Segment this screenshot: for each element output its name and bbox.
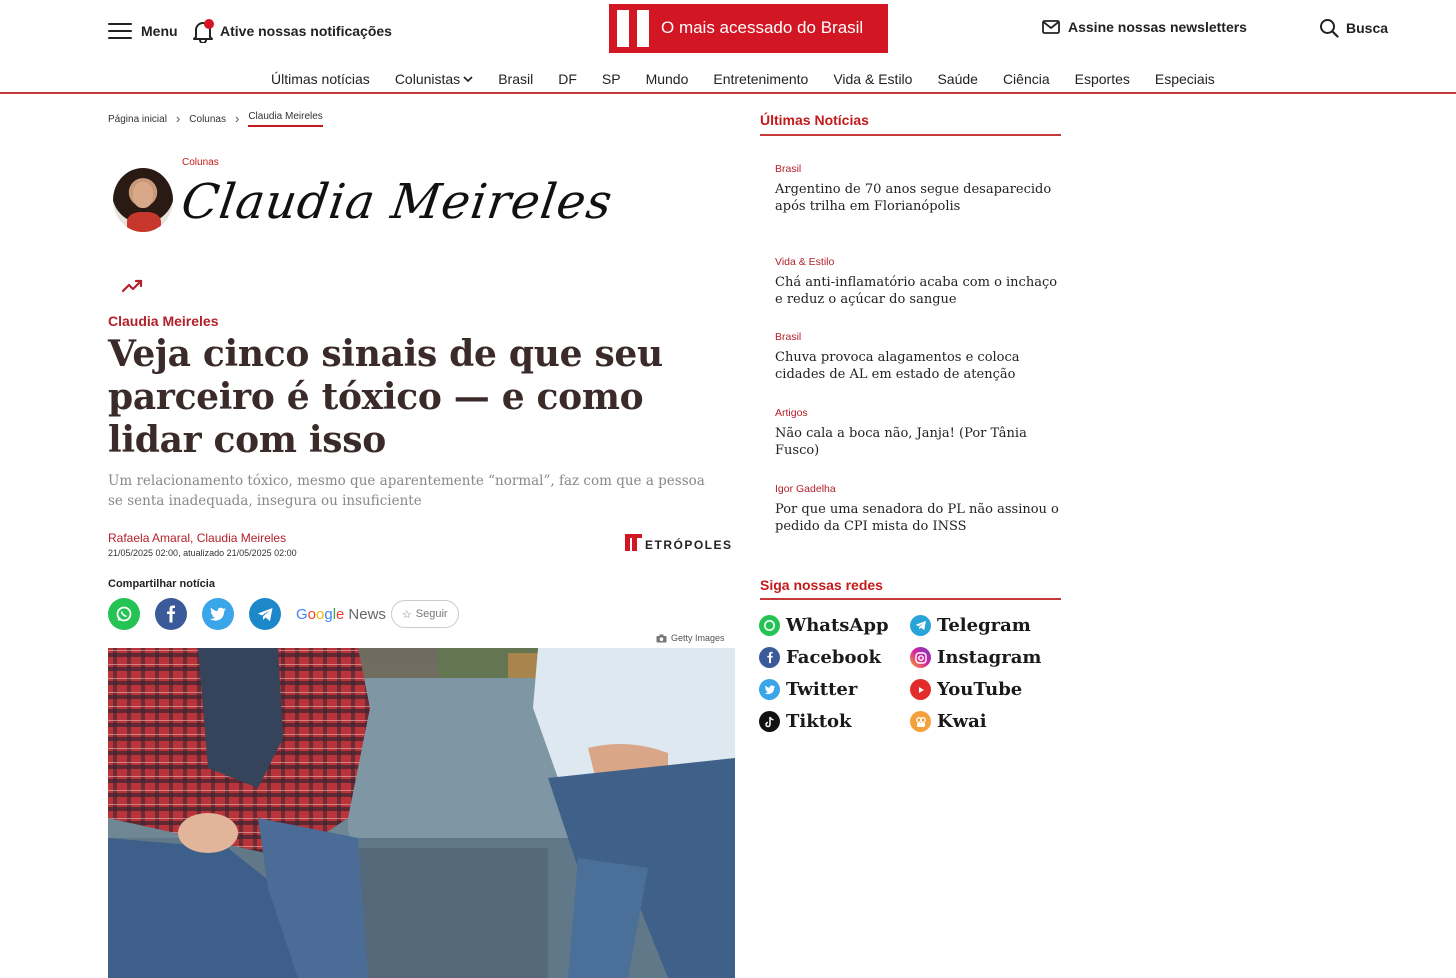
nav-item-entretenimento[interactable]: Entretenimento [713, 71, 809, 87]
social-link-twitter[interactable]: Twitter [759, 679, 857, 700]
search-label: Busca [1346, 20, 1389, 36]
social-link-facebook[interactable]: Facebook [759, 647, 881, 668]
google-news-link[interactable]: G o o g l e News [296, 605, 386, 623]
telegram-icon [910, 615, 931, 636]
facebook-icon [759, 647, 780, 668]
google-news-follow-button[interactable] [391, 600, 459, 628]
latest-news-item[interactable] [775, 331, 1060, 383]
nav-item-ultimas-noticias[interactable]: Últimas notícias [271, 71, 370, 87]
nav-item-ciencia[interactable]: Ciência [1002, 71, 1050, 87]
chevron-right-icon: › [234, 111, 240, 126]
news-title: Por que uma senadora do PL não assinou o pedido da CPI mista do INSS [775, 502, 1059, 534]
notification-dot [204, 19, 214, 29]
social-link-youtube[interactable]: YouTube [910, 679, 1022, 700]
nav-item-mundo[interactable]: Mundo [645, 71, 689, 87]
share-telegram-button[interactable] [249, 598, 281, 630]
whatsapp-icon [759, 615, 780, 636]
article-dates: 21/05/2025 02:00, atualizado 21/05/2025 02:00 [108, 548, 297, 558]
social-link-kwai[interactable]: Kwai [910, 711, 987, 732]
twitter-icon [759, 679, 780, 700]
logo-tagline: O mais acessado do Brasil [661, 18, 864, 37]
mail-icon [1042, 20, 1060, 34]
newsletter-label: Assine nossas newsletters [1068, 19, 1247, 35]
search-button[interactable] [1319, 18, 1388, 38]
latest-news-item[interactable] [775, 256, 1060, 308]
news-title: Chuva provoca alagamentos e coloca cidades de AL em estado de atenção [775, 350, 1020, 382]
social-link-instagram[interactable]: Instagram [910, 647, 1041, 668]
bell-icon [192, 19, 214, 43]
article-headline: Veja cinco sinais de que seu parceiro é tóxico — e como lidar com isso [108, 333, 663, 461]
news-title: Não cala a boca não, Janja! (Por Tânia Fusco) [775, 426, 1027, 458]
metropoles-logo-icon [625, 534, 643, 551]
news-title: Argentino de 70 anos segue desaparecido após trilha em Florianópolis [775, 182, 1052, 214]
star-icon: ☆ [401, 608, 412, 621]
youtube-icon [910, 679, 931, 700]
whatsapp-icon [115, 605, 133, 623]
google-news-label: News [348, 605, 386, 623]
latest-news-title: Últimas Notícias [760, 112, 1061, 136]
nav-item-saude[interactable]: Saúde [937, 71, 978, 87]
photo-credit: Getty Images [656, 633, 725, 643]
share-label: Compartilhar notícia [108, 578, 215, 590]
nav-item-sp[interactable]: SP [601, 71, 621, 87]
logo-mark-icon [617, 10, 657, 47]
nav-item-esportes[interactable]: Esportes [1074, 71, 1130, 87]
share-facebook-button[interactable] [155, 598, 187, 630]
share-whatsapp-button[interactable] [108, 598, 140, 630]
newsletter-button[interactable] [1042, 19, 1247, 35]
latest-news-item[interactable] [775, 163, 1060, 215]
news-category: Brasil [775, 331, 802, 343]
breadcrumb [108, 111, 323, 127]
news-category: Artigos [775, 407, 808, 419]
trending-icon [121, 278, 145, 294]
news-category: Igor Gadelha [775, 483, 836, 495]
nav-item-vida-estilo[interactable]: Vida & Estilo [833, 71, 913, 87]
article-kicker[interactable]: Claudia Meireles [108, 313, 219, 329]
chevron-down-icon [463, 76, 473, 83]
notifications-label: Ative nossas notificações [220, 23, 392, 39]
top-bar [0, 0, 1456, 62]
breadcrumb-home[interactable]: Página inicial [108, 113, 167, 125]
tiktok-icon [759, 711, 780, 732]
columnist-avatar [113, 168, 173, 232]
couple-on-sofa-photo [108, 648, 735, 978]
news-title: Chá anti-inflamatório acaba com o inchaço e reduz o açúcar do sangue [775, 275, 1058, 307]
column-header[interactable] [108, 152, 617, 248]
nav-item-especiais[interactable]: Especiais [1154, 71, 1215, 87]
article-lead: Um relacionamento tóxico, mesmo que aparentemente “normal”, faz com que a pessoa se senta inadequada, insegura ou insuficiente [108, 473, 705, 509]
facebook-icon [165, 605, 177, 623]
news-category: Vida & Estilo [775, 256, 835, 268]
latest-news-item[interactable] [775, 407, 1060, 459]
main-nav [0, 66, 1456, 94]
metropoles-wordmark: ETRÓPOLES [645, 538, 733, 552]
social-link-telegram[interactable]: Telegram [910, 615, 1031, 636]
hero-image [108, 648, 735, 978]
latest-news-item[interactable] [775, 483, 1060, 535]
metropoles-brand [625, 534, 733, 551]
search-icon [1319, 18, 1339, 38]
columnist-signature: Claudia Meireles [178, 174, 617, 230]
social-link-whatsapp[interactable]: WhatsApp [759, 615, 889, 636]
nav-item-brasil[interactable]: Brasil [498, 71, 534, 87]
nav-item-colunistas[interactable]: Colunistas [395, 71, 473, 87]
nav-item-df[interactable]: DF [558, 71, 577, 87]
breadcrumb-section[interactable]: Colunas [189, 113, 226, 125]
twitter-icon [209, 607, 227, 622]
social-follow-title: Siga nossas redes [760, 577, 1061, 600]
telegram-icon [257, 607, 274, 622]
menu-button[interactable] [108, 22, 178, 40]
social-link-tiktok[interactable]: Tiktok [759, 711, 852, 732]
news-category: Brasil [775, 163, 802, 175]
article-authors[interactable]: Rafaela Amaral, Claudia Meireles [108, 531, 287, 545]
kwai-icon [910, 711, 931, 732]
follow-label: Seguir [415, 608, 448, 620]
breadcrumb-current[interactable]: Claudia Meireles [248, 111, 322, 127]
share-twitter-button[interactable] [202, 598, 234, 630]
chevron-right-icon: › [175, 111, 181, 126]
menu-label: Menu [141, 23, 178, 39]
hamburger-icon [108, 22, 132, 40]
column-kicker: Colunas [182, 157, 219, 168]
share-bar [108, 598, 459, 630]
site-logo[interactable] [609, 4, 888, 53]
camera-icon [656, 634, 667, 643]
notifications-button[interactable] [192, 19, 392, 43]
instagram-icon [910, 647, 931, 668]
